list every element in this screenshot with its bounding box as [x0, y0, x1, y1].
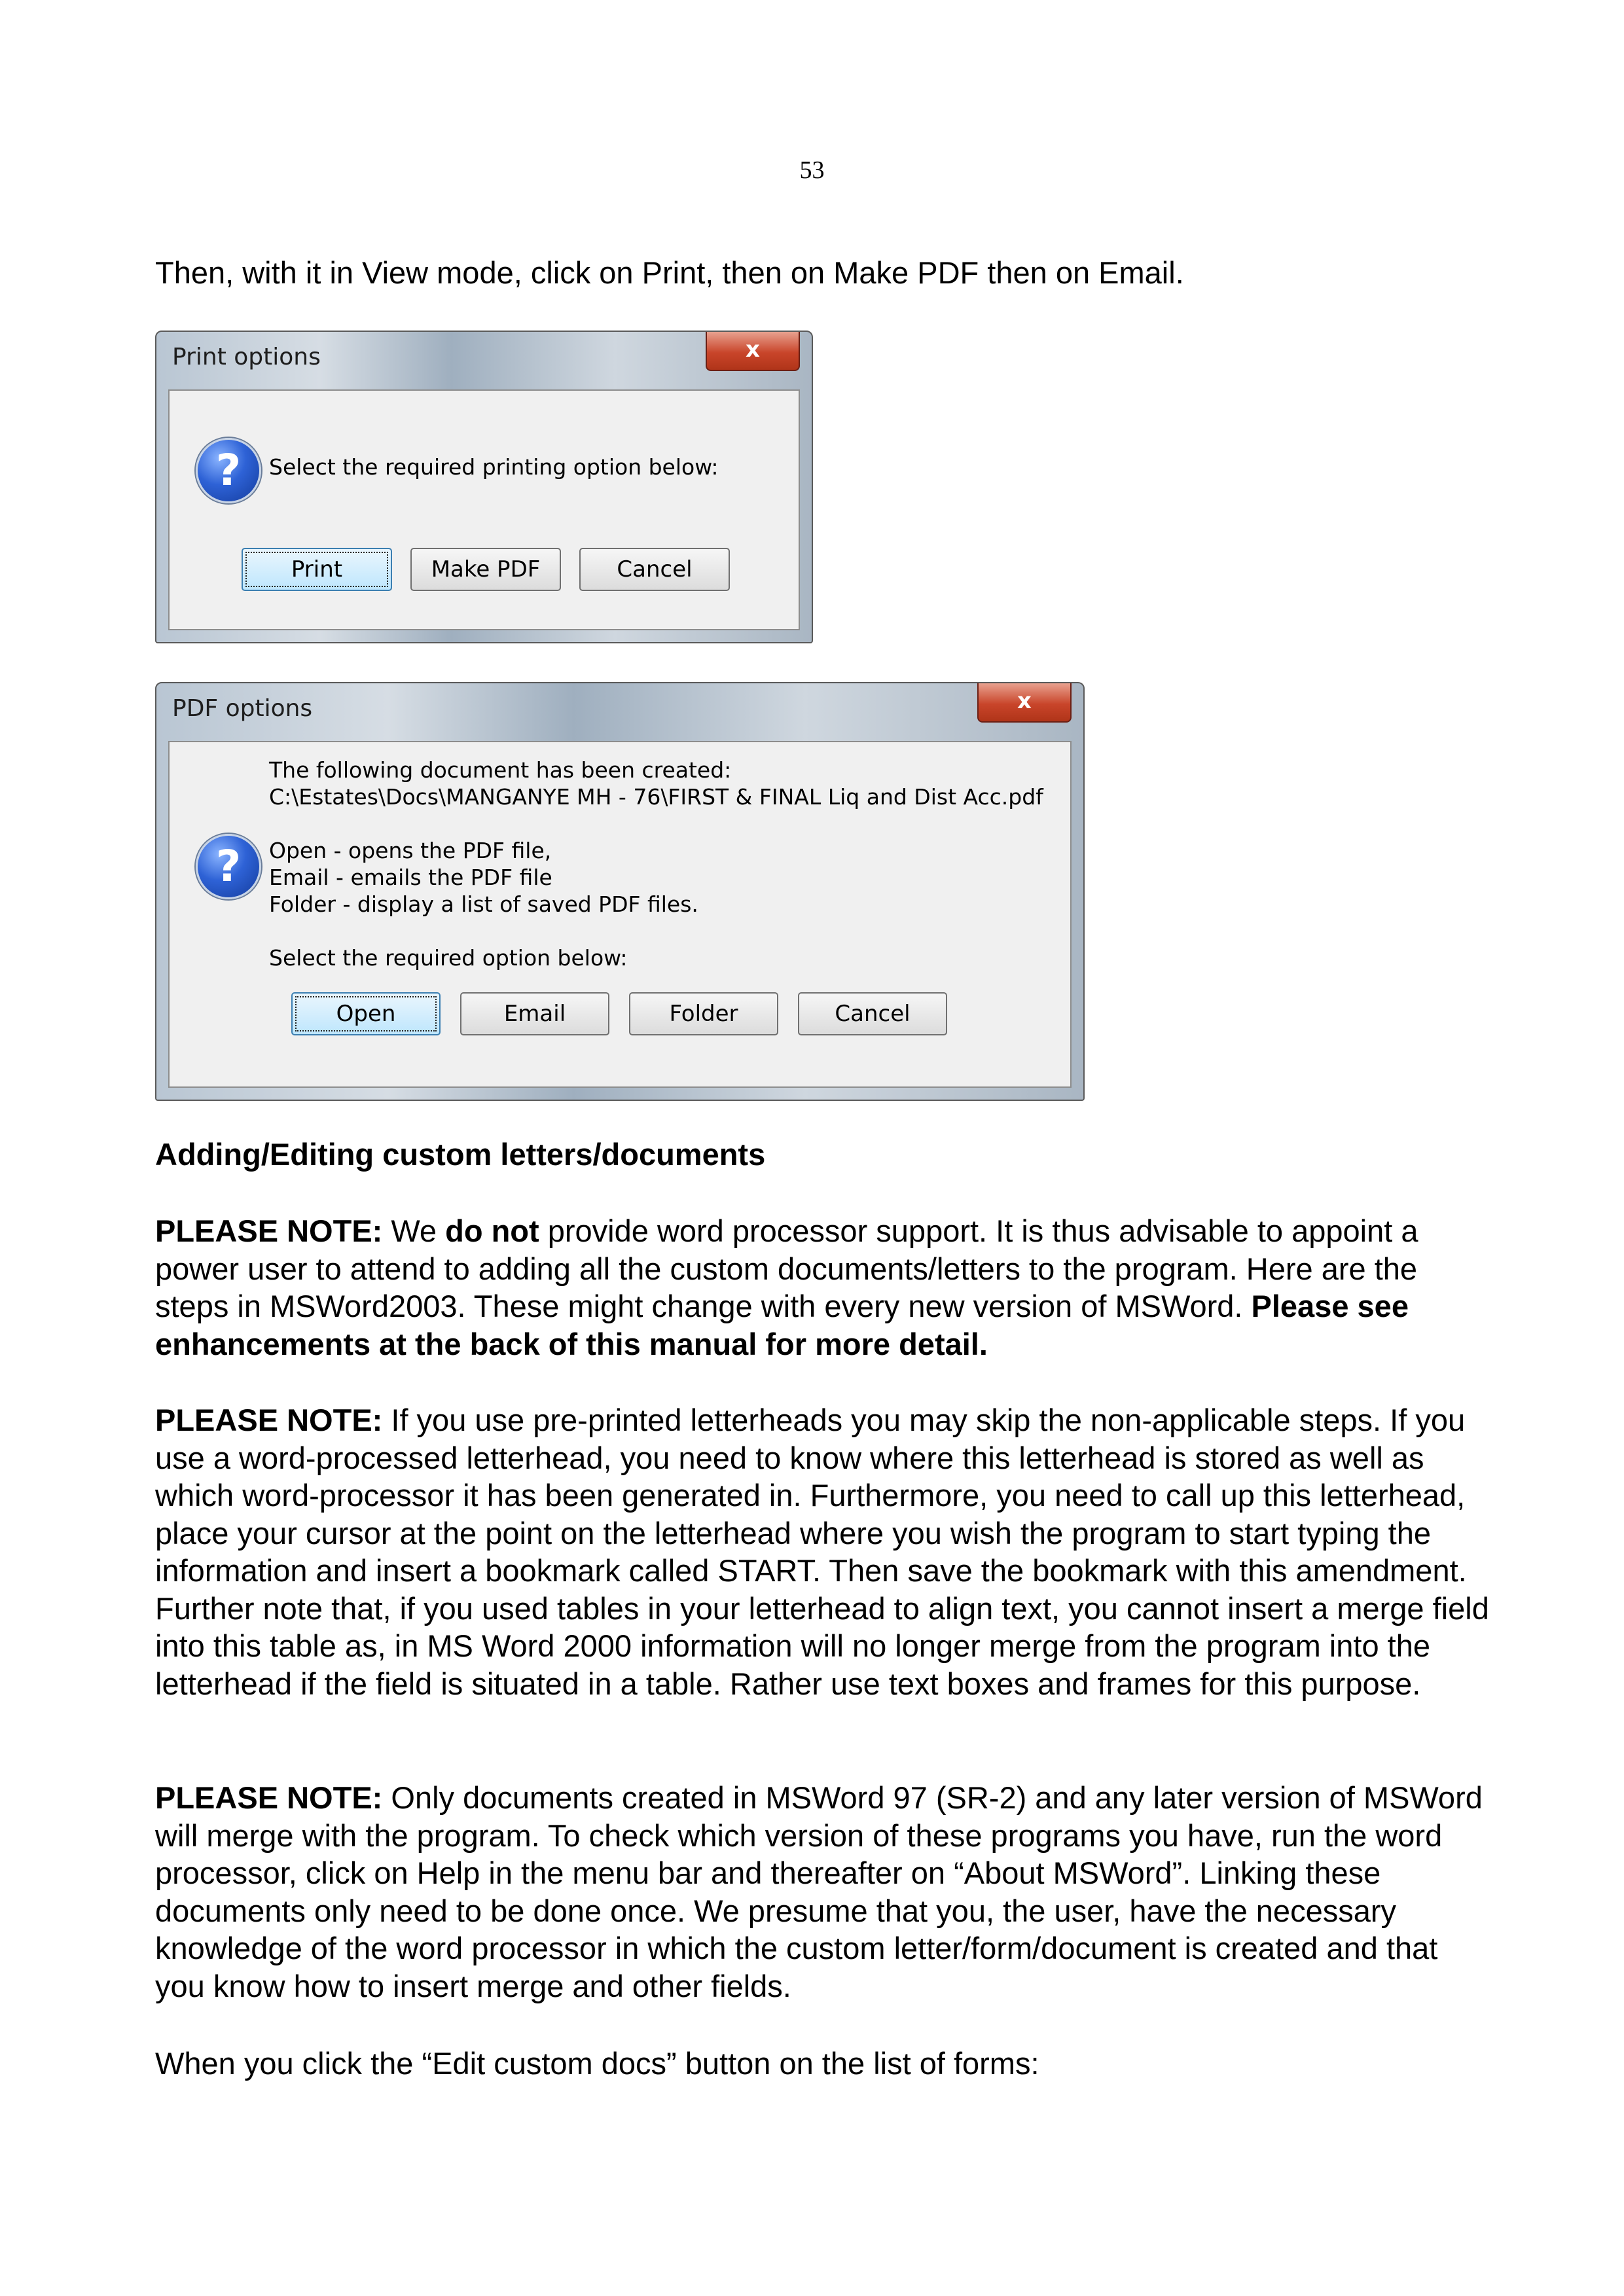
pdf-options-dialog	[155, 682, 1085, 1101]
close-button[interactable]	[706, 332, 800, 371]
note-label: PLEASE NOTE:	[155, 1213, 383, 1248]
note-emphasis: do not	[445, 1213, 539, 1248]
dialog-title: Print options	[172, 344, 321, 370]
dialog-title: PDF options	[172, 695, 313, 722]
note-paragraph-1	[155, 1212, 1490, 1363]
question-icon: ?	[196, 438, 261, 503]
question-icon: ?	[196, 834, 261, 899]
open-description: Open - opens the PDF file,	[269, 838, 552, 863]
dialog-body	[168, 741, 1072, 1088]
note-text: Only documents created in MSWord 97 (SR-2) and any later version of MSWord will merge with the program. To check which version of these programs you have, run the word processor, click on Help in the menu bar and thereafter on “About MSWord”. Linking these documents only need to be done once. We presume that you, the user, have the necessary knowledge of the word processor in which the custom letter/form/document is created and that you know how to insert merge and other fields.	[155, 1780, 1483, 2003]
email-description: Email - emails the PDF file	[269, 865, 552, 890]
dialog-message: Select the required printing option below:	[269, 454, 719, 480]
close-icon: x	[1017, 688, 1032, 714]
note-paragraph-2	[155, 1401, 1490, 1702]
cancel-button[interactable]: Cancel	[579, 548, 730, 591]
dialog-prompt: Select the required option below:	[269, 945, 628, 971]
created-line: The following document has been created:	[269, 757, 732, 783]
closing-paragraph: When you click the “Edit custom docs” button on the list of forms:	[155, 2046, 1039, 2081]
close-icon: x	[746, 336, 760, 363]
open-button[interactable]: Open	[291, 992, 441, 1035]
note-text: provide word processor support. It is thus advisable to appoint a power user to attend to adding all the custom documents/letters to the program. Here are the steps in MSWord2003. These might change with every new version of MSWord.	[155, 1213, 1418, 1323]
note-text: We	[382, 1213, 446, 1248]
folder-description: Folder - display a list of saved PDF files.	[269, 891, 698, 917]
email-button[interactable]: Email	[460, 992, 609, 1035]
close-button[interactable]	[977, 683, 1072, 723]
note-label: PLEASE NOTE:	[155, 1780, 383, 1815]
folder-button[interactable]: Folder	[629, 992, 778, 1035]
page-number: 53	[799, 156, 825, 184]
make-pdf-button[interactable]: Make PDF	[410, 548, 561, 591]
note-text: If you use pre-printed letterheads you may skip the non-applicable steps. If you use a word-processed letterhead, you need to know where this letterhead is stored as well as which word-processor it has been generated in. Furthermore, you need to call up this letterhead, place your cursor at the point on the letterhead where you wish the program to start typing the information and insert a bookmark called START. Then save the bookmark with this amendment. Further note that, if you used tables in your letterhead to align text, you cannot insert a merge field into this table as, in MS Word 2000 information will no longer merge from the program into the letterhead if the field is situated in a table. Rather use text boxes and frames for this purpose.	[155, 1403, 1489, 1701]
note-label: PLEASE NOTE:	[155, 1403, 383, 1437]
note-emphasis: Please see enhancements at the back of this manual for more detail.	[155, 1289, 1409, 1361]
dialog-body	[168, 389, 800, 630]
print-options-dialog	[155, 331, 813, 643]
cancel-button[interactable]: Cancel	[798, 992, 947, 1035]
print-button[interactable]: Print	[242, 548, 392, 591]
file-path: C:\Estates\Docs\MANGANYE MH - 76\FIRST & FINAL Liq and Dist Acc.pdf	[269, 784, 1043, 810]
section-heading: Adding/Editing custom letters/documents	[155, 1137, 766, 1172]
intro-paragraph: Then, with it in View mode, click on Print, then on Make PDF then on Email.	[155, 255, 1184, 290]
note-paragraph-3	[155, 1779, 1490, 2005]
